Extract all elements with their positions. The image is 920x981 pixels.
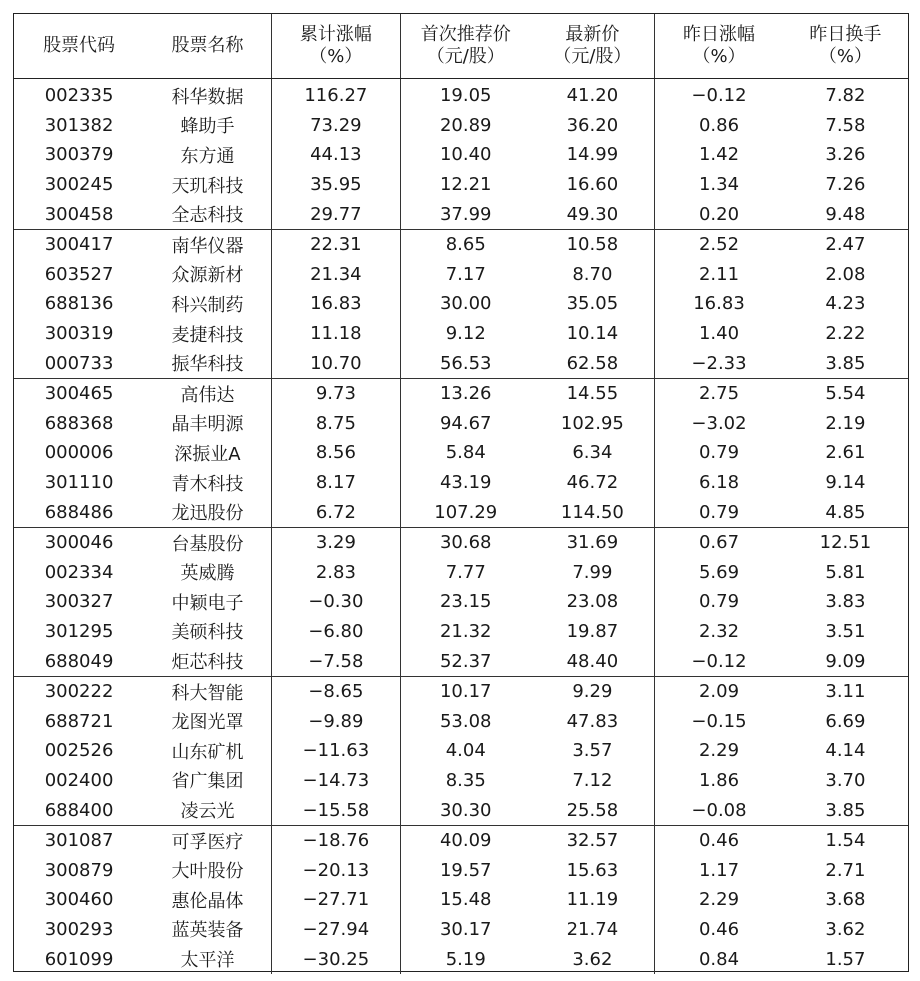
cell-first-price: 7.77	[400, 558, 530, 588]
cell-yesterday-gain: 0.79	[655, 587, 783, 617]
cell-stock-code: 002400	[44, 769, 114, 791]
header-row	[14, 14, 908, 79]
header-first-price	[400, 14, 530, 79]
cell-stock-code: 300465	[44, 383, 114, 405]
cell-yesterday-turnover: 3.70	[825, 769, 866, 791]
cell-cumulative-gain: 29.77	[271, 199, 400, 229]
table-row	[14, 885, 908, 915]
cell-yesterday-gain: 2.75	[655, 378, 783, 408]
cell-cumulative-gain: −8.65	[271, 676, 400, 706]
cell-first-price: 12.21	[400, 170, 530, 200]
cell-yesterday-gain: −0.12	[655, 646, 783, 676]
cell-stock-name: 美硕科技	[171, 622, 244, 644]
cell-cumulative-gain: −15.58	[271, 795, 400, 825]
cell-latest-price: 48.40	[531, 646, 655, 676]
table-row	[14, 319, 908, 349]
cell-stock-name: 龙图光罩	[171, 712, 244, 734]
cell-stock-name: 科兴制药	[171, 294, 244, 316]
cell-yesterday-turnover: 3.26	[825, 144, 866, 166]
cell-stock-name: 炬芯科技	[144, 646, 271, 676]
table-row	[14, 558, 908, 588]
cell-stock-name: 振华科技	[144, 348, 271, 378]
cell-stock-name: 省广集团	[171, 771, 244, 793]
cell-yesterday-turnover: 9.14	[825, 472, 866, 494]
cell-yesterday-turnover: 2.61	[825, 442, 866, 464]
header-unit: （元/股）	[553, 46, 632, 67]
header-unit: （元/股）	[426, 46, 505, 67]
cell-latest-price: 10.14	[566, 323, 619, 345]
cell-first-price: 8.65	[400, 229, 530, 259]
cell-stock-code: 688486	[14, 497, 144, 527]
cell-yesterday-gain: 2.29	[655, 885, 783, 915]
cell-first-price: 21.32	[400, 617, 530, 647]
cell-yesterday-turnover: 7.58	[825, 114, 866, 136]
cell-yesterday-gain: 0.46	[655, 915, 783, 945]
cell-yesterday-gain: 2.11	[655, 260, 783, 290]
cell-yesterday-turnover: 3.51	[825, 620, 866, 642]
cell-stock-name: 太平洋	[180, 950, 235, 972]
table-row	[14, 289, 908, 319]
cell-first-price: 94.67	[400, 409, 530, 439]
cell-stock-code: 301087	[44, 830, 114, 852]
cell-stock-name: 深振业A	[174, 443, 241, 465]
header-yesterday-gain	[655, 14, 783, 79]
cell-cumulative-gain: 8.75	[271, 409, 400, 439]
cell-cumulative-gain: 9.73	[271, 378, 400, 408]
cell-stock-code: 300319	[44, 323, 114, 345]
cell-yesterday-gain: 2.52	[655, 229, 783, 259]
cell-cumulative-gain: −7.58	[271, 646, 400, 676]
cell-first-price: 10.40	[400, 140, 530, 170]
table-row	[14, 111, 908, 141]
table-row	[14, 736, 908, 766]
cell-stock-code: 688368	[44, 412, 114, 434]
cell-stock-code: 300879	[44, 859, 114, 881]
cell-stock-name: 凌云光	[144, 795, 271, 825]
cell-yesterday-gain: −0.12	[655, 79, 783, 111]
cell-yesterday-turnover: 2.19	[825, 412, 866, 434]
table-row	[14, 617, 908, 647]
cell-cumulative-gain: −9.89	[271, 706, 400, 736]
cell-stock-name: 蓝英装备	[171, 920, 244, 942]
cell-stock-code: 002526	[44, 740, 114, 762]
header-yesterday-turnover	[783, 14, 908, 79]
header-label: 股票名称	[171, 35, 244, 56]
table-row	[14, 348, 908, 378]
cell-stock-name: 青木科技	[171, 473, 244, 495]
cell-cumulative-gain: −27.71	[271, 885, 400, 915]
cell-cumulative-gain: 21.34	[271, 260, 400, 290]
cell-stock-code: 002335	[44, 85, 114, 107]
cell-first-price: 8.35	[400, 766, 530, 796]
cell-yesterday-gain: −2.33	[655, 348, 783, 378]
cell-stock-code: 300458	[14, 199, 144, 229]
cell-stock-name: 台基股份	[171, 533, 244, 555]
cell-cumulative-gain: 11.18	[271, 319, 400, 349]
cell-stock-code: 300046	[44, 532, 114, 554]
table-row	[14, 378, 908, 408]
cell-yesterday-turnover: 2.71	[825, 859, 866, 881]
cell-stock-code: 688721	[44, 710, 114, 732]
cell-yesterday-turnover: 4.14	[825, 740, 866, 762]
cell-latest-price: 49.30	[531, 199, 655, 229]
cell-yesterday-turnover: 3.62	[825, 918, 866, 940]
cell-yesterday-gain: −0.08	[655, 795, 783, 825]
table-row	[14, 497, 908, 527]
stock-table	[14, 14, 908, 974]
cell-first-price: 40.09	[400, 825, 530, 855]
cell-cumulative-gain: 22.31	[271, 229, 400, 259]
cell-stock-code: 603527	[44, 263, 114, 285]
cell-latest-price: 16.60	[566, 174, 619, 196]
cell-cumulative-gain: −11.63	[271, 736, 400, 766]
cell-yesterday-gain: 0.46	[655, 825, 783, 855]
cell-latest-price: 102.95	[560, 412, 624, 434]
cell-yesterday-turnover: 3.11	[825, 681, 866, 703]
cell-latest-price: 8.70	[572, 263, 613, 285]
table-row	[14, 825, 908, 855]
cell-cumulative-gain: 10.70	[271, 348, 400, 378]
cell-latest-price: 32.57	[566, 830, 619, 852]
cell-latest-price: 9.29	[572, 681, 613, 703]
cell-yesterday-gain: 2.29	[655, 736, 783, 766]
cell-latest-price: 19.87	[566, 620, 619, 642]
cell-stock-code: 300379	[44, 144, 114, 166]
cell-first-price: 37.99	[400, 199, 530, 229]
cell-latest-price: 31.69	[566, 532, 619, 554]
table-row	[14, 766, 908, 796]
table-row	[14, 646, 908, 676]
cell-first-price: 56.53	[400, 348, 530, 378]
cell-stock-name: 南华仪器	[171, 235, 244, 257]
cell-yesterday-gain: 1.42	[655, 140, 783, 170]
header-label: 最新价	[565, 24, 620, 45]
header-label: 昨日换手	[809, 24, 882, 45]
table-row	[14, 855, 908, 885]
cell-first-price: 30.17	[400, 915, 530, 945]
cell-stock-code: 688049	[14, 646, 144, 676]
cell-cumulative-gain: −18.76	[271, 825, 400, 855]
cell-latest-price: 46.72	[566, 472, 619, 494]
cell-stock-name: 高伟达	[180, 384, 235, 406]
cell-stock-code: 301295	[44, 620, 114, 642]
cell-yesterday-gain: 1.17	[655, 855, 783, 885]
cell-yesterday-turnover: 7.82	[825, 85, 866, 107]
cell-yesterday-gain: −0.15	[655, 706, 783, 736]
cell-stock-name: 科华数据	[171, 86, 244, 108]
cell-first-price: 9.12	[400, 319, 530, 349]
header-label: 昨日涨幅	[683, 24, 755, 45]
cell-latest-price: 36.20	[566, 114, 619, 136]
cell-yesterday-gain: −3.02	[655, 409, 783, 439]
cell-stock-name: 蜂助手	[180, 116, 235, 138]
header-cumulative-gain	[271, 14, 400, 79]
cell-stock-name: 惠伦晶体	[171, 890, 244, 912]
cell-first-price: 4.04	[400, 736, 530, 766]
cell-latest-price: 47.83	[566, 710, 619, 732]
cell-latest-price: 23.08	[566, 591, 619, 613]
cell-stock-code: 300293	[44, 918, 114, 940]
cell-latest-price: 3.57	[572, 740, 613, 762]
table-row	[14, 79, 908, 111]
cell-first-price: 19.05	[400, 79, 530, 111]
table-row	[14, 944, 908, 974]
cell-stock-name: 全志科技	[144, 199, 271, 229]
cell-yesterday-gain: 5.69	[655, 558, 783, 588]
cell-latest-price: 15.63	[566, 859, 619, 881]
table-row	[14, 706, 908, 736]
table-row	[14, 587, 908, 617]
header-label: 股票代码	[43, 35, 116, 56]
cell-cumulative-gain: 3.29	[271, 527, 400, 557]
cell-stock-name: 众源新材	[171, 265, 244, 287]
table-row	[14, 170, 908, 200]
cell-stock-name: 龙迅股份	[144, 497, 271, 527]
cell-first-price: 30.68	[400, 527, 530, 557]
cell-yesterday-turnover: 7.26	[825, 174, 866, 196]
cell-stock-code: 000006	[44, 442, 114, 464]
header-stock-name	[144, 14, 271, 79]
cell-yesterday-turnover: 2.47	[825, 234, 866, 256]
cell-first-price: 20.89	[400, 111, 530, 141]
cell-first-price: 13.26	[400, 378, 530, 408]
cell-stock-code: 301382	[44, 114, 114, 136]
header-latest-price	[531, 14, 655, 79]
cell-cumulative-gain: −14.73	[271, 766, 400, 796]
table-row	[14, 229, 908, 259]
cell-yesterday-turnover: 5.54	[825, 383, 866, 405]
table-row	[14, 795, 908, 825]
table-body	[14, 79, 908, 974]
cell-cumulative-gain: 35.95	[271, 170, 400, 200]
cell-stock-name: 中颖电子	[171, 592, 244, 614]
cell-yesterday-turnover: 2.22	[825, 323, 866, 345]
cell-stock-name: 天玑科技	[171, 175, 244, 197]
cell-yesterday-turnover: 3.68	[825, 889, 866, 911]
cell-yesterday-turnover: 12.51	[819, 532, 872, 554]
cell-latest-price: 14.55	[566, 383, 619, 405]
cell-stock-name: 麦捷科技	[171, 324, 244, 346]
cell-stock-code: 300222	[44, 681, 114, 703]
cell-yesterday-gain: 0.84	[655, 944, 783, 974]
cell-stock-name: 英威腾	[180, 563, 235, 585]
cell-yesterday-gain: 0.86	[655, 111, 783, 141]
cell-cumulative-gain: 73.29	[271, 111, 400, 141]
cell-yesterday-turnover: 4.23	[825, 293, 866, 315]
table-row	[14, 409, 908, 439]
cell-yesterday-gain: 1.86	[655, 766, 783, 796]
cell-cumulative-gain: −27.94	[271, 915, 400, 945]
cell-stock-name: 晶丰明源	[171, 414, 244, 436]
cell-yesterday-turnover: 9.48	[783, 199, 908, 229]
table-row	[14, 915, 908, 945]
cell-first-price: 30.00	[400, 289, 530, 319]
cell-first-price: 52.37	[400, 646, 530, 676]
cell-first-price: 19.57	[400, 855, 530, 885]
cell-latest-price: 6.34	[572, 442, 613, 464]
header-label: 累计涨幅	[299, 24, 372, 45]
header-label: 首次推荐价	[420, 24, 511, 45]
cell-stock-code: 000733	[14, 348, 144, 378]
cell-cumulative-gain: 8.56	[271, 438, 400, 468]
cell-stock-code: 300417	[44, 234, 114, 256]
cell-first-price: 5.84	[400, 438, 530, 468]
table-row	[14, 527, 908, 557]
cell-stock-name: 大叶股份	[171, 861, 244, 883]
cell-cumulative-gain: 6.72	[271, 497, 400, 527]
cell-cumulative-gain: −6.80	[271, 617, 400, 647]
cell-latest-price: 62.58	[531, 348, 655, 378]
cell-yesterday-turnover: 5.81	[825, 561, 866, 583]
cell-latest-price: 41.20	[566, 85, 619, 107]
cell-stock-code: 300460	[44, 889, 114, 911]
cell-first-price: 15.48	[400, 885, 530, 915]
table-row	[14, 199, 908, 229]
cell-first-price: 43.19	[400, 468, 530, 498]
cell-latest-price: 21.74	[566, 918, 619, 940]
cell-first-price: 10.17	[400, 676, 530, 706]
cell-stock-code: 002334	[44, 561, 114, 583]
cell-latest-price: 10.58	[566, 234, 619, 256]
cell-yesterday-turnover: 9.09	[783, 646, 908, 676]
cell-latest-price: 35.05	[566, 293, 619, 315]
cell-stock-name: 山东矿机	[171, 741, 244, 763]
cell-yesterday-turnover: 3.83	[825, 591, 866, 613]
stock-table-container	[13, 13, 909, 972]
header-unit: （%）	[309, 46, 363, 67]
header-unit: （%）	[692, 46, 746, 67]
cell-cumulative-gain: 2.83	[271, 558, 400, 588]
cell-latest-price: 25.58	[531, 795, 655, 825]
cell-yesterday-gain: 0.79	[655, 497, 783, 527]
cell-yesterday-gain: 0.67	[655, 527, 783, 557]
cell-yesterday-gain: 6.18	[655, 468, 783, 498]
cell-cumulative-gain: 116.27	[271, 79, 400, 111]
cell-stock-name: 科大智能	[171, 682, 244, 704]
cell-stock-code: 300327	[44, 591, 114, 613]
cell-yesterday-turnover: 4.85	[783, 497, 908, 527]
cell-yesterday-gain: 0.79	[655, 438, 783, 468]
cell-cumulative-gain: 16.83	[271, 289, 400, 319]
cell-cumulative-gain: −30.25	[271, 944, 400, 974]
cell-stock-code: 688400	[14, 795, 144, 825]
cell-latest-price: 114.50	[531, 497, 655, 527]
cell-stock-code: 300245	[44, 174, 114, 196]
cell-latest-price: 7.99	[572, 561, 613, 583]
cell-stock-code: 688136	[44, 293, 114, 315]
cell-stock-name: 东方通	[180, 145, 235, 167]
table-row	[14, 140, 908, 170]
cell-yesterday-gain: 1.34	[655, 170, 783, 200]
cell-yesterday-turnover: 6.69	[825, 710, 866, 732]
cell-yesterday-turnover: 1.54	[825, 830, 866, 852]
cell-first-price: 7.17	[400, 260, 530, 290]
header-stock-code	[14, 14, 144, 79]
cell-first-price: 5.19	[400, 944, 530, 974]
cell-latest-price: 14.99	[566, 144, 619, 166]
table-row	[14, 468, 908, 498]
cell-first-price: 53.08	[400, 706, 530, 736]
cell-cumulative-gain: 44.13	[271, 140, 400, 170]
cell-yesterday-gain: 1.40	[655, 319, 783, 349]
cell-latest-price: 3.62	[572, 948, 613, 970]
table-row	[14, 260, 908, 290]
cell-yesterday-gain: 2.32	[655, 617, 783, 647]
cell-yesterday-turnover: 3.85	[783, 348, 908, 378]
cell-latest-price: 11.19	[566, 889, 619, 911]
table-row	[14, 438, 908, 468]
cell-first-price: 30.30	[400, 795, 530, 825]
table-row	[14, 676, 908, 706]
cell-yesterday-gain: 16.83	[655, 289, 783, 319]
cell-yesterday-turnover: 3.85	[783, 795, 908, 825]
cell-stock-code: 601099	[44, 948, 114, 970]
cell-stock-code: 301110	[44, 472, 114, 494]
cell-first-price: 107.29	[400, 497, 530, 527]
cell-first-price: 23.15	[400, 587, 530, 617]
cell-cumulative-gain: −0.30	[271, 587, 400, 617]
cell-stock-name: 可孚医疗	[171, 831, 244, 853]
cell-yesterday-turnover: 1.57	[825, 948, 866, 970]
cell-yesterday-gain: 0.20	[655, 199, 783, 229]
cell-cumulative-gain: −20.13	[271, 855, 400, 885]
cell-cumulative-gain: 8.17	[271, 468, 400, 498]
cell-yesterday-gain: 2.09	[655, 676, 783, 706]
table-header	[14, 14, 908, 79]
header-unit: （%）	[818, 46, 872, 67]
cell-yesterday-turnover: 2.08	[825, 263, 866, 285]
cell-latest-price: 7.12	[572, 769, 613, 791]
